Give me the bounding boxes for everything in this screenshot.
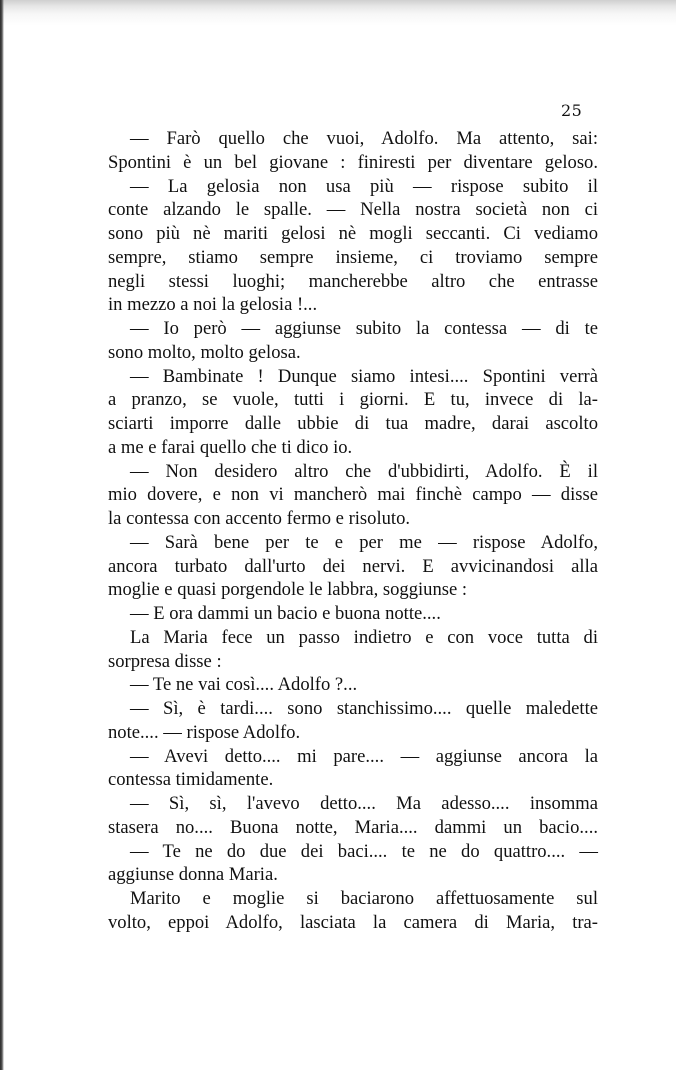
text-line: volto, eppoi Adolfo, lasciata la camera di Maria, tra-: [108, 911, 598, 933]
text-line: — Sarà bene per te e per me — rispose Adolfo,: [130, 531, 598, 553]
text-line: La Maria fece un passo indietro e con voce tutta di: [130, 626, 598, 648]
text-line: — Farò quello che vuoi, Adolfo. Ma attento, sai:: [130, 128, 598, 149]
text-line: sempre, stiamo sempre insieme, ci troviamo sempre: [108, 246, 598, 268]
text-line: mio dovere, e non vi mancherò mai finchè campo — disse: [108, 484, 598, 506]
text-line: in mezzo a noi la gelosia !...: [108, 294, 318, 316]
text-line: aggiunse donna Maria.: [108, 864, 278, 886]
text-line: sono più nè mariti gelosi nè mogli seccanti. Ci vediamo: [108, 223, 598, 244]
text-line: sono molto, molto gelosa.: [108, 341, 301, 363]
body-text: [108, 127, 598, 935]
text-line: moglie e quasi porgendole le labbra, soggiunse :: [108, 579, 468, 601]
text-line: — Bambinate ! Dunque siamo intesi.... Spontini verrà: [130, 365, 598, 387]
text-line: sorpresa disse :: [108, 650, 222, 672]
text-line: — Non desidero altro che d'ubbidirti, Adolfo. È il: [130, 460, 598, 482]
text-line: — Sì, è tardi.... sono stanchissimo.... quelle maledette: [130, 698, 598, 719]
text-line: a me e farai quello che ti dico io.: [108, 436, 353, 458]
text-line: — Avevi detto.... mi pare.... — aggiunse ancora la: [130, 745, 598, 767]
page-edge-shadow: [0, 0, 4, 1070]
text-line: stasera no.... Buona notte, Maria.... dammi un bacio....: [108, 816, 598, 838]
text-line: sciarti imporre dalle ubbie di tua madre, darai ascolto: [108, 413, 598, 434]
text-line: la contessa con accento fermo e risoluto.: [108, 508, 411, 529]
text-line: — Te ne do due dei baci.... te ne do quattro.... —: [130, 840, 598, 862]
text-line: — E ora dammi un bacio e buona notte....: [130, 603, 441, 624]
text-line: a pranzo, se vuole, tutti i giorni. E tu, invece di la-: [108, 389, 598, 411]
text-line: contessa timidamente.: [108, 769, 274, 791]
text-line: Marito e moglie si baciarono affettuosamente sul: [130, 888, 598, 909]
text-line: — Io però — aggiunse subito la contessa — di te: [130, 318, 598, 339]
text-line: — La gelosia non usa più — rispose subito il: [130, 175, 598, 197]
text-line: — Sì, sì, l'avevo detto.... Ma adesso.... insomma: [130, 793, 598, 814]
text-line: — Te ne vai così.... Adolfo ?...: [130, 674, 358, 696]
text-line: negli stessi luoghi; mancherebbe altro che entrasse: [108, 270, 598, 292]
page-number: 25: [561, 101, 583, 120]
text-line: Spontini è un bel giovane : finiresti per diventare geloso.: [108, 151, 598, 173]
text-line: conte alzando le spalle. — Nella nostra società non ci: [108, 199, 598, 221]
text-line: note.... — rispose Adolfo.: [108, 721, 301, 743]
text-line: ancora turbato dall'urto dei nervi. E avvicinandosi alla: [108, 555, 598, 577]
